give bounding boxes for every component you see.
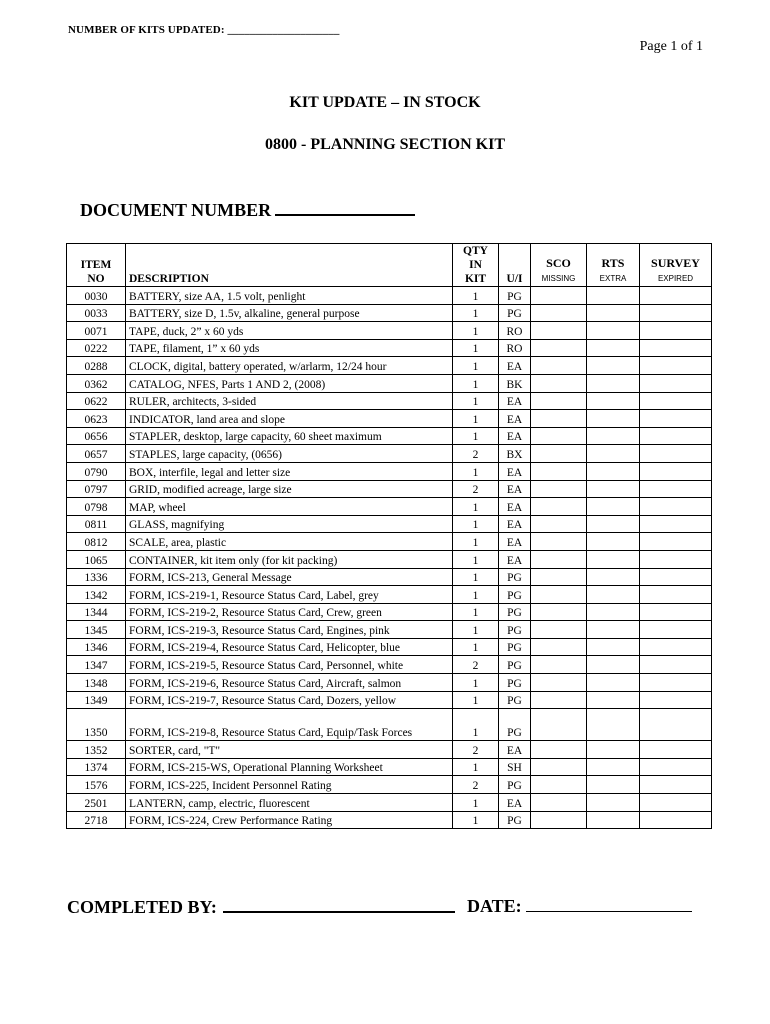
item-description: CONTAINER, kit item only (for kit packing) bbox=[126, 550, 453, 568]
survey-cell[interactable] bbox=[640, 794, 712, 812]
survey-cell[interactable] bbox=[640, 322, 712, 340]
item-qty: 1 bbox=[453, 374, 499, 392]
item-description: MAP, wheel bbox=[126, 498, 453, 516]
item-qty: 1 bbox=[453, 533, 499, 551]
survey-cell[interactable] bbox=[640, 410, 712, 428]
table-row bbox=[67, 603, 712, 621]
rts-cell[interactable] bbox=[587, 304, 640, 322]
rts-cell[interactable] bbox=[587, 709, 640, 741]
kit-items-table bbox=[66, 243, 712, 829]
item-no: 0657 bbox=[67, 445, 126, 463]
item-qty: 1 bbox=[453, 794, 499, 812]
item-description: FORM, ICS-219-5, Resource Status Card, Personnel, white bbox=[126, 656, 453, 674]
item-qty: 2 bbox=[453, 656, 499, 674]
header-qty-in-kit: QTY IN KIT bbox=[453, 244, 499, 287]
item-description: SCALE, area, plastic bbox=[126, 533, 453, 551]
item-description: FORM, ICS-219-2, Resource Status Card, Crew, green bbox=[126, 603, 453, 621]
table-row bbox=[67, 674, 712, 692]
item-description: FORM, ICS-215-WS, Operational Planning Worksheet bbox=[126, 758, 453, 776]
survey-cell[interactable] bbox=[640, 776, 712, 794]
header-unit-of-issue: U/I bbox=[499, 244, 531, 287]
table-row bbox=[67, 515, 712, 533]
item-no: 1349 bbox=[67, 691, 126, 709]
item-qty: 1 bbox=[453, 287, 499, 305]
rts-cell[interactable] bbox=[587, 776, 640, 794]
document-number-blank[interactable] bbox=[275, 198, 415, 216]
table-row bbox=[67, 322, 712, 340]
item-description: TAPE, filament, 1” x 60 yds bbox=[126, 339, 453, 357]
survey-cell[interactable] bbox=[640, 515, 712, 533]
sco-cell[interactable] bbox=[531, 287, 587, 305]
item-qty: 2 bbox=[453, 480, 499, 498]
item-no: 0288 bbox=[67, 357, 126, 375]
item-unit: EA bbox=[499, 533, 531, 551]
sco-cell[interactable] bbox=[531, 392, 587, 410]
table-row bbox=[67, 758, 712, 776]
item-no: 0797 bbox=[67, 480, 126, 498]
rts-cell[interactable] bbox=[587, 498, 640, 516]
item-no: 2718 bbox=[67, 811, 126, 829]
sco-cell[interactable] bbox=[531, 638, 587, 656]
sco-cell[interactable] bbox=[531, 410, 587, 428]
item-unit: PG bbox=[499, 656, 531, 674]
table-row bbox=[67, 741, 712, 759]
survey-cell[interactable] bbox=[640, 621, 712, 639]
item-qty: 1 bbox=[453, 674, 499, 692]
date-label: DATE: bbox=[467, 896, 522, 916]
survey-cell[interactable] bbox=[640, 304, 712, 322]
sco-cell[interactable] bbox=[531, 304, 587, 322]
item-no: 0071 bbox=[67, 322, 126, 340]
survey-cell[interactable] bbox=[640, 811, 712, 829]
item-description: FORM, ICS-219-6, Resource Status Card, Aircraft, salmon bbox=[126, 674, 453, 692]
item-qty: 1 bbox=[453, 304, 499, 322]
sco-cell[interactable] bbox=[531, 674, 587, 692]
sco-cell[interactable] bbox=[531, 550, 587, 568]
survey-cell[interactable] bbox=[640, 691, 712, 709]
item-qty: 1 bbox=[453, 811, 499, 829]
item-no: 0362 bbox=[67, 374, 126, 392]
table-row bbox=[67, 709, 712, 741]
item-unit: EA bbox=[499, 480, 531, 498]
item-no: 1350 bbox=[67, 709, 126, 741]
item-unit: PG bbox=[499, 287, 531, 305]
item-description: GRID, modified acreage, large size bbox=[126, 480, 453, 498]
rts-cell[interactable] bbox=[587, 445, 640, 463]
item-description: FORM, ICS-219-7, Resource Status Card, Dozers, yellow bbox=[126, 691, 453, 709]
table-row bbox=[67, 621, 712, 639]
item-unit: PG bbox=[499, 709, 531, 741]
item-qty: 1 bbox=[453, 603, 499, 621]
item-no: 0622 bbox=[67, 392, 126, 410]
item-no: 1347 bbox=[67, 656, 126, 674]
item-unit: PG bbox=[499, 621, 531, 639]
rts-cell[interactable] bbox=[587, 794, 640, 812]
survey-cell[interactable] bbox=[640, 427, 712, 445]
item-no: 1346 bbox=[67, 638, 126, 656]
item-qty: 1 bbox=[453, 709, 499, 741]
item-no: 0656 bbox=[67, 427, 126, 445]
table-row bbox=[67, 480, 712, 498]
item-unit: EA bbox=[499, 498, 531, 516]
table-row bbox=[67, 776, 712, 794]
completed-by-field bbox=[67, 895, 455, 918]
item-no: 0623 bbox=[67, 410, 126, 428]
item-description: STAPLER, desktop, large capacity, 60 sheet maximum bbox=[126, 427, 453, 445]
survey-cell[interactable] bbox=[640, 586, 712, 604]
item-qty: 2 bbox=[453, 445, 499, 463]
survey-cell[interactable] bbox=[640, 709, 712, 741]
rts-cell[interactable] bbox=[587, 374, 640, 392]
sco-cell[interactable] bbox=[531, 621, 587, 639]
completed-by-blank[interactable] bbox=[223, 895, 455, 913]
item-qty: 1 bbox=[453, 568, 499, 586]
survey-cell[interactable] bbox=[640, 392, 712, 410]
item-unit: EA bbox=[499, 794, 531, 812]
survey-cell[interactable] bbox=[640, 339, 712, 357]
item-description: CATALOG, NFES, Parts 1 AND 2, (2008) bbox=[126, 374, 453, 392]
completed-by-label: COMPLETED BY: bbox=[67, 897, 217, 917]
item-no: 1576 bbox=[67, 776, 126, 794]
sco-cell[interactable] bbox=[531, 586, 587, 604]
item-unit: EA bbox=[499, 462, 531, 480]
item-no: 0811 bbox=[67, 515, 126, 533]
item-unit: SH bbox=[499, 758, 531, 776]
sco-cell[interactable] bbox=[531, 322, 587, 340]
item-qty: 1 bbox=[453, 410, 499, 428]
header-description: DESCRIPTION bbox=[126, 244, 453, 287]
survey-cell[interactable] bbox=[640, 674, 712, 692]
item-qty: 1 bbox=[453, 621, 499, 639]
rts-cell[interactable] bbox=[587, 568, 640, 586]
table-row bbox=[67, 427, 712, 445]
item-description: TAPE, duck, 2” x 60 yds bbox=[126, 322, 453, 340]
item-unit: PG bbox=[499, 638, 531, 656]
item-unit: PG bbox=[499, 568, 531, 586]
item-qty: 1 bbox=[453, 339, 499, 357]
kit-title: 0800 - PLANNING SECTION KIT bbox=[264, 136, 506, 153]
item-unit: EA bbox=[499, 392, 531, 410]
item-qty: 1 bbox=[453, 427, 499, 445]
rts-cell[interactable] bbox=[587, 656, 640, 674]
item-qty: 1 bbox=[453, 550, 499, 568]
table-row bbox=[67, 339, 712, 357]
item-no: 1336 bbox=[67, 568, 126, 586]
rts-cell[interactable] bbox=[587, 741, 640, 759]
item-qty: 1 bbox=[453, 638, 499, 656]
table-row bbox=[67, 586, 712, 604]
survey-cell[interactable] bbox=[640, 638, 712, 656]
item-description: FORM, ICS-219-8, Resource Status Card, Equip/Task Forces bbox=[126, 709, 453, 741]
sco-cell[interactable] bbox=[531, 741, 587, 759]
survey-cell[interactable] bbox=[640, 445, 712, 463]
item-description: BOX, interfile, legal and letter size bbox=[126, 462, 453, 480]
item-no: 1344 bbox=[67, 603, 126, 621]
sco-cell[interactable] bbox=[531, 374, 587, 392]
rts-cell[interactable] bbox=[587, 811, 640, 829]
item-unit: BX bbox=[499, 445, 531, 463]
item-qty: 1 bbox=[453, 515, 499, 533]
survey-cell[interactable] bbox=[640, 741, 712, 759]
item-description: FORM, ICS-225, Incident Personnel Rating bbox=[126, 776, 453, 794]
rts-cell[interactable] bbox=[587, 638, 640, 656]
item-description: SORTER, card, "T" bbox=[126, 741, 453, 759]
item-unit: PG bbox=[499, 603, 531, 621]
header-survey: SURVEY EXPIRED bbox=[640, 244, 712, 287]
item-no: 0033 bbox=[67, 304, 126, 322]
item-description: INDICATOR, land area and slope bbox=[126, 410, 453, 428]
item-unit: BK bbox=[499, 374, 531, 392]
rts-cell[interactable] bbox=[587, 674, 640, 692]
table-row bbox=[67, 462, 712, 480]
item-qty: 1 bbox=[453, 758, 499, 776]
table-row bbox=[67, 304, 712, 322]
date-field bbox=[467, 895, 692, 917]
rts-cell[interactable] bbox=[587, 603, 640, 621]
item-unit: EA bbox=[499, 515, 531, 533]
header-item-no: ITEM NO bbox=[67, 244, 126, 287]
item-description: FORM, ICS-224, Crew Performance Rating bbox=[126, 811, 453, 829]
table-row bbox=[67, 638, 712, 656]
survey-cell[interactable] bbox=[640, 462, 712, 480]
rts-cell[interactable] bbox=[587, 621, 640, 639]
page-number: Page 1 of 1 bbox=[639, 39, 703, 54]
table-row bbox=[67, 656, 712, 674]
rts-cell[interactable] bbox=[587, 392, 640, 410]
table-row bbox=[67, 568, 712, 586]
table-row bbox=[67, 550, 712, 568]
item-qty: 2 bbox=[453, 741, 499, 759]
rts-cell[interactable] bbox=[587, 357, 640, 375]
survey-cell[interactable] bbox=[640, 480, 712, 498]
table-row bbox=[67, 811, 712, 829]
rts-cell[interactable] bbox=[587, 287, 640, 305]
table-row bbox=[67, 410, 712, 428]
item-no: 0812 bbox=[67, 533, 126, 551]
sco-cell[interactable] bbox=[531, 568, 587, 586]
item-qty: 1 bbox=[453, 322, 499, 340]
rts-cell[interactable] bbox=[587, 550, 640, 568]
sco-cell[interactable] bbox=[531, 709, 587, 741]
item-qty: 1 bbox=[453, 586, 499, 604]
survey-cell[interactable] bbox=[640, 374, 712, 392]
item-description: LANTERN, camp, electric, fluorescent bbox=[126, 794, 453, 812]
item-unit: EA bbox=[499, 410, 531, 428]
item-unit: PG bbox=[499, 586, 531, 604]
table-row bbox=[67, 445, 712, 463]
document-number-label: DOCUMENT NUMBER bbox=[80, 200, 272, 220]
item-description: FORM, ICS-213, General Message bbox=[126, 568, 453, 586]
survey-cell[interactable] bbox=[640, 758, 712, 776]
sco-cell[interactable] bbox=[531, 656, 587, 674]
item-unit: PG bbox=[499, 674, 531, 692]
rts-cell[interactable] bbox=[587, 758, 640, 776]
table-row bbox=[67, 374, 712, 392]
item-no: 1374 bbox=[67, 758, 126, 776]
rts-cell[interactable] bbox=[587, 586, 640, 604]
survey-cell[interactable] bbox=[640, 498, 712, 516]
rts-cell[interactable] bbox=[587, 427, 640, 445]
rts-cell[interactable] bbox=[587, 339, 640, 357]
survey-cell[interactable] bbox=[640, 568, 712, 586]
date-blank[interactable] bbox=[526, 895, 692, 912]
item-qty: 1 bbox=[453, 691, 499, 709]
sco-cell[interactable] bbox=[531, 758, 587, 776]
item-description: FORM, ICS-219-3, Resource Status Card, Engines, pink bbox=[126, 621, 453, 639]
rts-cell[interactable] bbox=[587, 515, 640, 533]
table-row bbox=[67, 794, 712, 812]
document-title: KIT UPDATE – IN STOCK bbox=[289, 94, 481, 111]
survey-cell[interactable] bbox=[640, 550, 712, 568]
table-row bbox=[67, 533, 712, 551]
document-number-field bbox=[80, 198, 415, 221]
item-unit: PG bbox=[499, 691, 531, 709]
rts-cell[interactable] bbox=[587, 410, 640, 428]
item-no: 0798 bbox=[67, 498, 126, 516]
item-description: STAPLES, large capacity, (0656) bbox=[126, 445, 453, 463]
item-no: 1352 bbox=[67, 741, 126, 759]
item-qty: 1 bbox=[453, 392, 499, 410]
item-description: CLOCK, digital, battery operated, w/arlarm, 12/24 hour bbox=[126, 357, 453, 375]
header-sco: SCO MISSING bbox=[531, 244, 587, 287]
item-unit: RO bbox=[499, 339, 531, 357]
rts-cell[interactable] bbox=[587, 322, 640, 340]
item-no: 0790 bbox=[67, 462, 126, 480]
survey-cell[interactable] bbox=[640, 656, 712, 674]
item-unit: EA bbox=[499, 550, 531, 568]
table-row bbox=[67, 498, 712, 516]
item-qty: 1 bbox=[453, 498, 499, 516]
survey-cell[interactable] bbox=[640, 603, 712, 621]
survey-cell[interactable] bbox=[640, 357, 712, 375]
item-no: 1348 bbox=[67, 674, 126, 692]
survey-cell[interactable] bbox=[640, 287, 712, 305]
item-unit: EA bbox=[499, 357, 531, 375]
header-rts: RTS EXTRA bbox=[587, 244, 640, 287]
item-qty: 2 bbox=[453, 776, 499, 794]
item-no: 1342 bbox=[67, 586, 126, 604]
sco-cell[interactable] bbox=[531, 339, 587, 357]
sco-cell[interactable] bbox=[531, 776, 587, 794]
item-qty: 1 bbox=[453, 462, 499, 480]
item-no: 1065 bbox=[67, 550, 126, 568]
item-no: 0030 bbox=[67, 287, 126, 305]
item-description: FORM, ICS-219-4, Resource Status Card, Helicopter, blue bbox=[126, 638, 453, 656]
rts-cell[interactable] bbox=[587, 691, 640, 709]
table-row bbox=[67, 287, 712, 305]
item-description: BATTERY, size D, 1.5v, alkaline, general purpose bbox=[126, 304, 453, 322]
item-unit: PG bbox=[499, 776, 531, 794]
rts-cell[interactable] bbox=[587, 462, 640, 480]
sco-cell[interactable] bbox=[531, 445, 587, 463]
sco-cell[interactable] bbox=[531, 427, 587, 445]
item-no: 2501 bbox=[67, 794, 126, 812]
item-unit: EA bbox=[499, 741, 531, 759]
item-qty: 1 bbox=[453, 357, 499, 375]
kits-updated-field: NUMBER OF KITS UPDATED: ____________________ bbox=[68, 24, 340, 36]
item-unit: EA bbox=[499, 427, 531, 445]
sco-cell[interactable] bbox=[531, 811, 587, 829]
item-description: RULER, architects, 3-sided bbox=[126, 392, 453, 410]
table-row bbox=[67, 357, 712, 375]
sco-cell[interactable] bbox=[531, 357, 587, 375]
table-row bbox=[67, 392, 712, 410]
survey-cell[interactable] bbox=[640, 533, 712, 551]
item-no: 1345 bbox=[67, 621, 126, 639]
sco-cell[interactable] bbox=[531, 498, 587, 516]
item-unit: PG bbox=[499, 304, 531, 322]
rts-cell[interactable] bbox=[587, 480, 640, 498]
sco-cell[interactable] bbox=[531, 603, 587, 621]
sco-cell[interactable] bbox=[531, 480, 587, 498]
item-unit: PG bbox=[499, 811, 531, 829]
sco-cell[interactable] bbox=[531, 691, 587, 709]
rts-cell[interactable] bbox=[587, 533, 640, 551]
table-row bbox=[67, 691, 712, 709]
item-unit: RO bbox=[499, 322, 531, 340]
item-no: 0222 bbox=[67, 339, 126, 357]
item-description: FORM, ICS-219-1, Resource Status Card, Label, grey bbox=[126, 586, 453, 604]
sco-cell[interactable] bbox=[531, 794, 587, 812]
item-description: BATTERY, size AA, 1.5 volt, penlight bbox=[126, 287, 453, 305]
item-description: GLASS, magnifying bbox=[126, 515, 453, 533]
sco-cell[interactable] bbox=[531, 533, 587, 551]
sco-cell[interactable] bbox=[531, 462, 587, 480]
sco-cell[interactable] bbox=[531, 515, 587, 533]
table-header-row bbox=[67, 244, 712, 287]
